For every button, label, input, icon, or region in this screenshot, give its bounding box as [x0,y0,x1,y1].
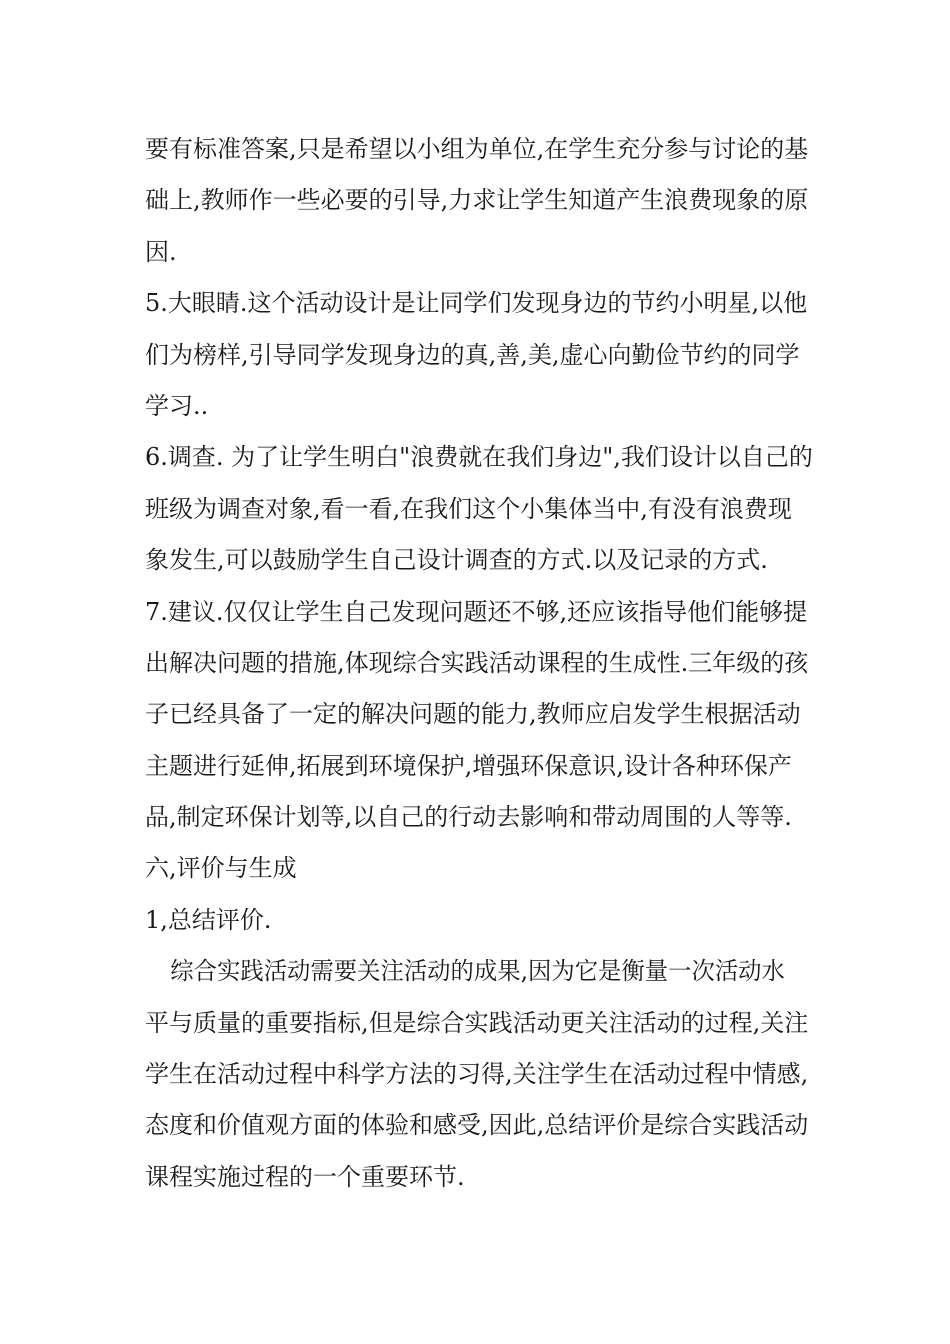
text-line: 学生在活动过程中科学方法的习得,关注学生在活动过程中情感, [145,1060,809,1089]
text-line: 础上,教师作一些必要的引导,力求让学生知道产生浪费现象的原 [145,186,809,215]
text-line: 课程实施过程的一个重要环节. [145,1162,465,1191]
text-line: 子已经具备了一定的解决问题的能力,教师应启发学生根据活动 [145,700,801,729]
document-body [145,124,813,1203]
text-line: 态度和价值观方面的体验和感受,因此,总结评价是综合实践活动 [145,1111,809,1140]
text-line: 品,制定环保计划等,以自己的行动去影响和带动周围的人等等. [145,803,792,832]
text-line: 7.建议.仅仅让学生自己发现问题还不够,还应该指导他们能够提 [145,597,808,626]
subsection-heading: 1,总结评价. [145,905,272,934]
paragraph-first-line: 综合实践活动需要关注活动的成果,因为它是衡量一次活动水 [170,957,785,986]
text-line: 平与质量的重要指标,但是综合实践活动更关注活动的过程,关注 [145,1008,809,1037]
text-line: 6.调查. 为了让学生明白"浪费就在我们身边",我们设计以自己的 [145,443,813,472]
text-line: 5.大眼睛.这个活动设计是让同学们发现身边的节约小明星,以他 [145,289,808,318]
text-line: 象发生,可以鼓励学生自己设计调查的方式.以及记录的方式. [145,546,768,575]
section-heading: 六,评价与生成 [145,854,297,883]
text-line: 因. [145,237,177,266]
text-line: 主题进行延伸,拓展到环境保护,增强环保意识,设计各种环保产 [145,751,792,780]
text-line: 们为榜样,引导同学发现身边的真,善,美,虚心向勤俭节约的同学 [145,340,800,369]
text-line: 学习.. [145,391,209,420]
text-line: 要有标准答案,只是希望以小组为单位,在学生充分参与讨论的基 [145,135,809,163]
text-line: 出解决问题的措施,体现综合实践活动课程的生成性.三年级的孩 [145,648,809,677]
text-line: 班级为调查对象,看一看,在我们这个小集体当中,有没有浪费现 [145,494,792,523]
